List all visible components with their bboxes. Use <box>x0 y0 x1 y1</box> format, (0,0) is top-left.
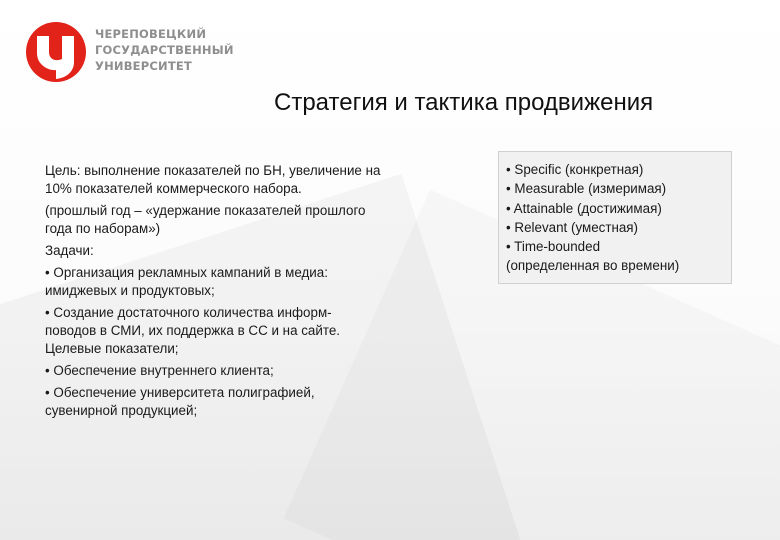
smart-item: • Specific (конкретная) <box>506 162 644 177</box>
goal-line: Цель: выполнение показателей по БН, увеличение на <box>45 163 381 178</box>
smart-criteria-list <box>506 160 679 276</box>
task-bullet: • Обеспечение университета полиграфией, <box>45 385 315 400</box>
task-bullet: имиджевых и продуктовых; <box>45 283 215 298</box>
smart-item: • Measurable (измеримая) <box>506 181 667 197</box>
smart-item: • Attainable (достижимая) <box>506 200 662 216</box>
cherepovets-university-logo-icon <box>26 22 86 82</box>
smart-item: • Relevant (уместная) <box>506 219 639 235</box>
smart-item: (определенная во времени) <box>506 258 680 274</box>
task-bullet: • Обеспечение внутреннего клиента; <box>45 363 274 378</box>
previous-year-line: (прошлый год – «удержание показателей прошлого <box>45 203 366 218</box>
goals-text-block <box>45 162 465 420</box>
previous-year-line: года по наборам») <box>45 221 161 236</box>
slide-title: Стратегия и тактика продвижения <box>274 89 654 116</box>
tasks-label: Задачи: <box>45 243 94 258</box>
university-name-line: УНИВЕРСИТЕТ <box>95 59 192 73</box>
goal-line: 10% показателей коммерческого набора. <box>45 181 302 196</box>
task-bullet: сувенирной продукцией; <box>45 403 198 418</box>
task-bullet: Целевые показатели; <box>45 341 179 356</box>
task-bullet: • Организация рекламных кампаний в медиа: <box>45 265 328 280</box>
university-name <box>95 26 234 74</box>
university-name-line: ГОСУДАРСТВЕННЫЙ <box>95 43 234 57</box>
university-name-line: ЧЕРЕПОВЕЦКИЙ <box>95 27 207 41</box>
task-bullet: поводов в СМИ, их поддержка в СС и на сайте. <box>45 323 341 338</box>
smart-item: • Time-bounded <box>506 239 601 255</box>
task-bullet: • Создание достаточного количества информ- <box>45 305 332 320</box>
